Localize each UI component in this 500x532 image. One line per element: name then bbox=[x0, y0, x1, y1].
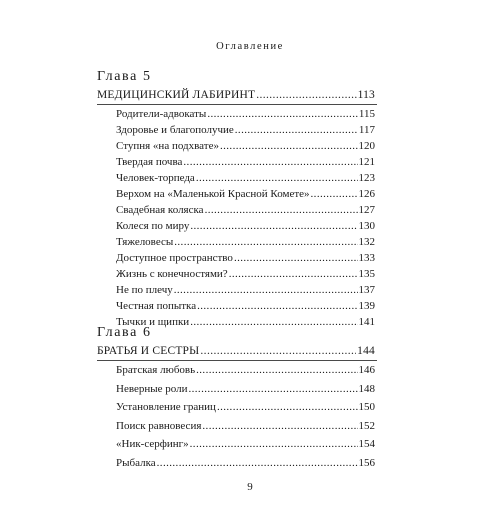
toc-chapter-title[interactable] bbox=[97, 345, 375, 361]
toc-title: МЕДИЦИНСКИЙ ЛАБИРИНТ bbox=[97, 89, 256, 101]
toc-entry[interactable] bbox=[116, 383, 375, 399]
toc-title: Не по плечу bbox=[116, 284, 173, 296]
leader-dots bbox=[196, 172, 358, 184]
running-title: Оглавление bbox=[216, 41, 284, 52]
toc-title: Колеся по миру bbox=[116, 220, 190, 232]
toc-title: Верхом на «Маленькой Красной Комете» bbox=[116, 188, 310, 200]
toc-title: Ступня «на подхвате» bbox=[116, 140, 219, 152]
toc-entry[interactable] bbox=[116, 457, 375, 473]
toc-title: Неверные роли bbox=[116, 382, 188, 395]
toc-page: 117 bbox=[358, 124, 375, 136]
toc-page: 139 bbox=[358, 300, 375, 312]
toc-entry[interactable] bbox=[116, 108, 375, 124]
toc-entry[interactable] bbox=[116, 188, 375, 204]
toc-entry[interactable] bbox=[116, 284, 375, 300]
leader-dots bbox=[220, 140, 358, 152]
toc-entry[interactable] bbox=[116, 268, 375, 284]
toc-title: Здоровье и благополучие bbox=[116, 124, 234, 136]
leader-dots bbox=[190, 220, 357, 232]
toc-chapter-title[interactable] bbox=[97, 89, 375, 105]
toc-page: 156 bbox=[358, 456, 375, 469]
leader-dots bbox=[207, 108, 358, 120]
toc-entry[interactable] bbox=[116, 364, 375, 380]
toc-title: Твердая почва bbox=[116, 156, 183, 168]
toc-page: 132 bbox=[358, 236, 375, 248]
toc-title: БРАТЬЯ И СЕСТРЫ bbox=[97, 345, 200, 357]
toc-title: «Ник-серфинг» bbox=[116, 438, 189, 450]
toc-page: 154 bbox=[358, 438, 375, 450]
toc-title: Братская любовь bbox=[116, 364, 196, 376]
toc-page: 113 bbox=[357, 89, 375, 101]
chapter-heading: Глава 5 bbox=[97, 69, 152, 84]
toc-title: Рыбалка bbox=[116, 456, 156, 469]
toc-title: Поиск равновесия bbox=[116, 419, 202, 432]
toc-page: 121 bbox=[358, 156, 375, 168]
toc-entry[interactable] bbox=[116, 220, 375, 236]
toc-entry[interactable] bbox=[116, 124, 375, 140]
toc-page: 123 bbox=[358, 172, 375, 184]
chapter-heading: Глава 6 bbox=[97, 325, 152, 340]
leader-dots bbox=[235, 124, 358, 136]
toc-page: 148 bbox=[358, 382, 375, 395]
toc-entry[interactable] bbox=[116, 316, 375, 332]
toc-entry[interactable] bbox=[116, 401, 375, 417]
leader-dots bbox=[217, 401, 358, 413]
toc-entry[interactable] bbox=[116, 420, 375, 436]
leader-dots bbox=[205, 204, 358, 216]
chapter-rule bbox=[97, 360, 377, 361]
toc-entry[interactable] bbox=[116, 156, 375, 172]
toc-page: 133 bbox=[358, 252, 375, 264]
toc-page: 126 bbox=[358, 188, 375, 200]
leader-dots bbox=[256, 89, 356, 101]
toc-page: 127 bbox=[358, 204, 375, 216]
toc-page: 144 bbox=[357, 345, 375, 357]
leader-dots bbox=[190, 316, 357, 328]
leader-dots bbox=[200, 345, 356, 357]
toc-title: Тяжеловесы bbox=[116, 236, 174, 248]
leader-dots bbox=[202, 420, 357, 432]
toc-page: 146 bbox=[358, 364, 375, 376]
leader-dots bbox=[174, 284, 358, 296]
leader-dots bbox=[196, 364, 357, 376]
toc-page: 130 bbox=[358, 220, 375, 232]
leader-dots bbox=[174, 236, 357, 248]
toc-title: Родители-адвокаты bbox=[116, 108, 207, 120]
leader-dots bbox=[183, 156, 357, 168]
leader-dots bbox=[188, 383, 357, 395]
toc-entry[interactable] bbox=[116, 236, 375, 252]
toc-title: Установление границ bbox=[116, 401, 216, 413]
leader-dots bbox=[157, 457, 358, 469]
leader-dots bbox=[197, 300, 357, 312]
toc-page: 120 bbox=[358, 140, 375, 152]
toc-title: Человек-торпеда bbox=[116, 172, 195, 184]
toc-page: 152 bbox=[358, 419, 375, 432]
toc-page: 137 bbox=[358, 284, 375, 296]
chapter-rule bbox=[97, 104, 377, 105]
toc-title: Честная попытка bbox=[116, 300, 197, 312]
toc-entry[interactable] bbox=[116, 204, 375, 220]
toc-entry[interactable] bbox=[116, 172, 375, 188]
toc-title: Тычки и щипки bbox=[116, 316, 190, 328]
toc-page: 141 bbox=[358, 316, 375, 328]
leader-dots bbox=[311, 188, 358, 200]
toc-entry[interactable] bbox=[116, 438, 375, 454]
toc-entry[interactable] bbox=[116, 140, 375, 156]
leader-dots bbox=[229, 268, 358, 280]
leader-dots bbox=[190, 438, 358, 450]
toc-title: Доступное пространство bbox=[116, 252, 233, 264]
toc-page: 115 bbox=[358, 108, 375, 120]
page-number: 9 bbox=[247, 481, 253, 493]
toc-entry[interactable] bbox=[116, 252, 375, 268]
toc-page: 135 bbox=[358, 268, 375, 280]
toc-entry[interactable] bbox=[116, 300, 375, 316]
toc-page: 150 bbox=[358, 401, 375, 413]
toc-title: Свадебная коляска bbox=[116, 204, 204, 216]
toc-title: Жизнь с конечностями? bbox=[116, 268, 228, 280]
leader-dots bbox=[234, 252, 358, 264]
